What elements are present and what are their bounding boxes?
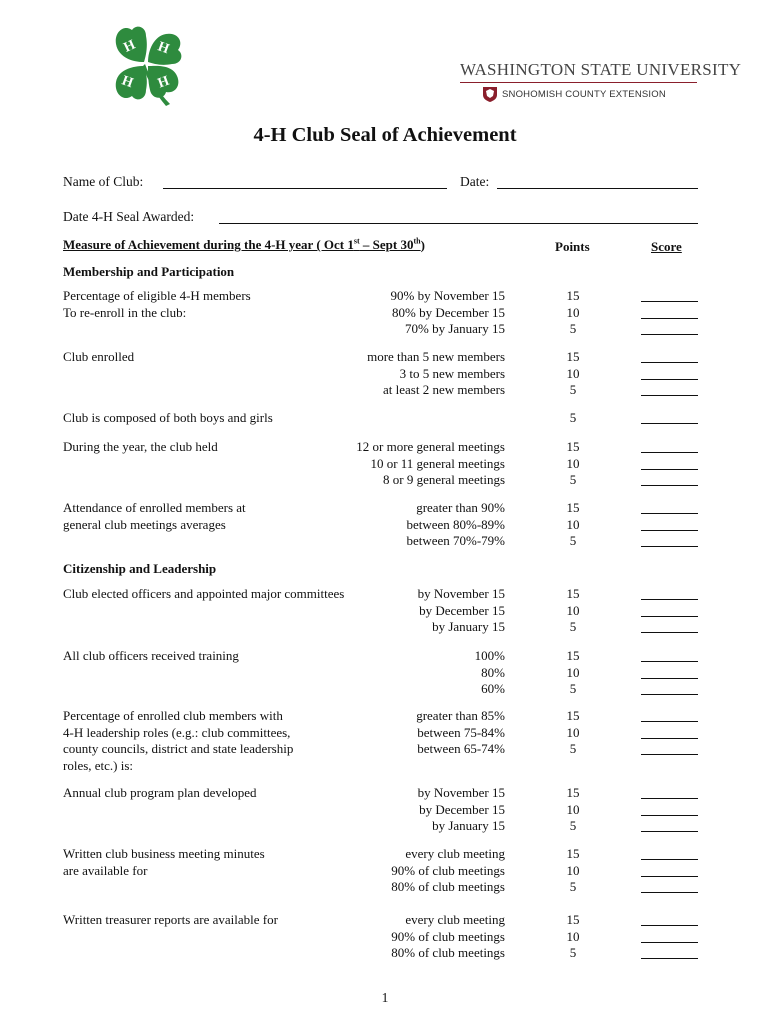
- score-field[interactable]: [641, 721, 698, 722]
- criterion-text: 100%: [474, 648, 505, 663]
- score-field[interactable]: [641, 599, 698, 600]
- criterion-text: by December 15: [419, 602, 505, 618]
- club-name-label: Name of Club:: [63, 174, 144, 189]
- points-value: 15: [566, 648, 580, 663]
- item-points: [558, 912, 588, 962]
- 4h-clover-logo: [100, 22, 192, 108]
- score-field[interactable]: [641, 485, 698, 486]
- score-field[interactable]: [641, 379, 698, 380]
- score-field[interactable]: [641, 530, 698, 531]
- criterion-text: every club meeting: [405, 846, 505, 861]
- criterion-text: by December 15: [419, 801, 505, 817]
- score-field[interactable]: [641, 334, 698, 335]
- points-value: 5: [569, 321, 577, 336]
- item-description-line: Written treasurer reports are available for: [63, 912, 278, 927]
- item-description-line: 4-H leadership roles (e.g.: club committees,: [63, 724, 291, 740]
- criterion-text: 90% by November 15: [390, 288, 505, 303]
- criterion-text: 80% of club meetings: [391, 879, 505, 894]
- criterion-text: between 70%-79%: [406, 533, 505, 548]
- points-value: 5: [569, 879, 577, 894]
- points-value: 5: [569, 818, 577, 833]
- item-description-line: roles, etc.) is:: [63, 757, 134, 773]
- seal-awarded-field[interactable]: [219, 223, 698, 224]
- section-citizenship-title: Citizenship and Leadership: [63, 561, 217, 576]
- score-field[interactable]: [641, 632, 698, 633]
- item-description-line: are available for: [63, 862, 148, 878]
- item-description: [63, 708, 363, 774]
- points-value: 10: [566, 862, 580, 878]
- criterion-text: by November 15: [417, 586, 505, 601]
- page-title: 4-H Club Seal of Achievement: [253, 124, 517, 146]
- points-value: 5: [569, 533, 577, 548]
- criterion-text: 90% of club meetings: [391, 862, 505, 878]
- criterion-text: 3 to 5 new members: [399, 365, 505, 381]
- score-field[interactable]: [641, 892, 698, 893]
- points-value: 15: [566, 912, 580, 927]
- item-criteria: [418, 785, 505, 835]
- item-description-line: To re-enroll in the club:: [63, 304, 187, 320]
- page-number: 1: [381, 990, 389, 1005]
- measure-header: Measure of Achievement during the 4-H year ( Oct 1st – Sept 30th): [63, 237, 425, 253]
- score-field[interactable]: [641, 661, 698, 662]
- score-field[interactable]: [641, 925, 698, 926]
- item-description: [63, 586, 363, 603]
- club-name-field[interactable]: [163, 188, 447, 189]
- item-points: [558, 410, 588, 427]
- clover-h-1: H: [121, 37, 138, 56]
- points-value: 10: [566, 801, 580, 817]
- points-value: 10: [566, 928, 580, 944]
- criterion-text: between 65-74%: [417, 741, 505, 756]
- score-field[interactable]: [641, 423, 698, 424]
- points-value: 5: [569, 410, 577, 425]
- item-description: [63, 648, 363, 665]
- points-value: 10: [566, 664, 580, 680]
- item-description-line: During the year, the club held: [63, 439, 218, 454]
- criterion-text: 80% by December 15: [392, 304, 505, 320]
- score-field[interactable]: [641, 513, 698, 514]
- criterion-text: between 75-84%: [417, 724, 505, 740]
- item-description-line: county councils, district and state leadership: [63, 741, 294, 756]
- points-value: 10: [566, 365, 580, 381]
- criterion-text: 80% of club meetings: [391, 945, 505, 960]
- section-membership-title: Membership and Participation: [63, 264, 235, 279]
- item-points: [558, 500, 588, 550]
- item-description-line: Percentage of eligible 4-H members: [63, 288, 251, 303]
- score-field[interactable]: [641, 738, 698, 739]
- item-description-line: Club enrolled: [63, 349, 135, 364]
- item-criteria: [391, 846, 505, 896]
- score-field[interactable]: [641, 452, 698, 453]
- item-points: [558, 846, 588, 896]
- date-label: Date:: [460, 174, 490, 189]
- criterion-text: by November 15: [417, 785, 505, 800]
- points-value: 15: [566, 288, 580, 303]
- clover-h-4: H: [155, 73, 172, 92]
- score-field[interactable]: [641, 469, 698, 470]
- points-value: 5: [569, 382, 577, 397]
- criterion-text: between 80%-89%: [406, 516, 505, 532]
- item-criteria: [475, 648, 505, 698]
- criterion-text: 80%: [481, 664, 505, 680]
- points-value: 15: [566, 785, 580, 800]
- criterion-text: by January 15: [432, 619, 505, 634]
- item-description-line: general club meetings averages: [63, 516, 226, 532]
- criterion-text: greater than 85%: [416, 708, 505, 723]
- item-criteria: [406, 500, 505, 550]
- score-field[interactable]: [641, 798, 698, 799]
- item-criteria: [356, 439, 505, 489]
- points-value: 10: [566, 304, 580, 320]
- seal-awarded-label: Date 4-H Seal Awarded:: [63, 209, 195, 224]
- points-value: 15: [566, 586, 580, 601]
- points-value: 15: [566, 439, 580, 454]
- item-description: [63, 349, 363, 366]
- score-header: Score: [651, 239, 682, 254]
- wsu-divider: [460, 82, 697, 83]
- item-description-line: Club elected officers and appointed major committees: [63, 586, 345, 601]
- wsu-cougar-seal-icon: [482, 86, 498, 102]
- item-criteria: [367, 349, 505, 399]
- item-description-line: Written club business meeting minutes: [63, 846, 265, 861]
- criterion-text: more than 5 new members: [367, 349, 505, 364]
- points-value: 5: [569, 472, 577, 487]
- item-criteria: [416, 708, 505, 758]
- points-header: Points: [555, 239, 590, 254]
- points-value: 10: [566, 724, 580, 740]
- item-description: [63, 912, 363, 929]
- criterion-text: 90% of club meetings: [391, 928, 505, 944]
- item-criteria: [391, 288, 505, 338]
- item-description-line: Club is composed of both boys and girls: [63, 410, 273, 425]
- item-description-line: Attendance of enrolled members at: [63, 500, 246, 515]
- score-field[interactable]: [641, 942, 698, 943]
- criterion-text: greater than 90%: [416, 500, 505, 515]
- criterion-text: 12 or more general meetings: [356, 439, 505, 454]
- score-field[interactable]: [641, 754, 698, 755]
- score-field[interactable]: [641, 815, 698, 816]
- score-field[interactable]: [641, 301, 698, 302]
- score-field[interactable]: [641, 831, 698, 832]
- item-description: [63, 846, 363, 879]
- wsu-logo: [460, 60, 742, 102]
- item-points: [558, 648, 588, 698]
- clover-h-3: H: [119, 73, 135, 92]
- item-points: [558, 708, 588, 758]
- points-value: 5: [569, 741, 577, 756]
- university-name: WASHINGTON STATE UNIVERSITY: [460, 60, 742, 79]
- score-field[interactable]: [641, 395, 698, 396]
- item-description: [63, 785, 363, 802]
- criterion-text: 60%: [481, 681, 505, 696]
- score-field[interactable]: [641, 876, 698, 877]
- item-description: [63, 288, 363, 321]
- score-field[interactable]: [641, 958, 698, 959]
- criterion-text: 70% by January 15: [404, 321, 505, 336]
- item-points: [558, 349, 588, 399]
- score-field[interactable]: [641, 616, 698, 617]
- score-field[interactable]: [641, 362, 698, 363]
- criterion-text: 8 or 9 general meetings: [382, 472, 505, 487]
- item-points: [558, 439, 588, 489]
- item-points: [558, 288, 588, 338]
- clover-h-2: H: [155, 39, 171, 58]
- points-value: 15: [566, 349, 580, 364]
- points-value: 5: [569, 945, 577, 960]
- criterion-text: every club meeting: [405, 912, 505, 927]
- score-field[interactable]: [641, 694, 698, 695]
- points-value: 10: [566, 516, 580, 532]
- item-description-line: All club officers received training: [63, 648, 239, 663]
- criterion-text: by January 15: [432, 818, 505, 833]
- extension-name: SNOHOMISH COUNTY EXTENSION: [502, 88, 666, 100]
- score-field[interactable]: [641, 318, 698, 319]
- item-description: [63, 410, 363, 427]
- points-value: 10: [566, 455, 580, 471]
- item-criteria: [391, 912, 505, 962]
- points-value: 15: [566, 708, 580, 723]
- points-value: 5: [569, 681, 577, 696]
- score-field[interactable]: [641, 859, 698, 860]
- item-points: [558, 785, 588, 835]
- points-value: 15: [566, 846, 580, 861]
- item-points: [558, 586, 588, 636]
- score-field[interactable]: [641, 678, 698, 679]
- points-value: 15: [566, 500, 580, 515]
- item-description: [63, 439, 363, 456]
- points-value: 5: [569, 619, 577, 634]
- date-field[interactable]: [497, 188, 698, 189]
- points-value: 10: [566, 602, 580, 618]
- criterion-text: 10 or 11 general meetings: [370, 455, 505, 471]
- score-field[interactable]: [641, 546, 698, 547]
- item-description-line: Annual club program plan developed: [63, 785, 257, 800]
- item-description-line: Percentage of enrolled club members with: [63, 708, 283, 723]
- criterion-text: at least 2 new members: [382, 382, 505, 397]
- item-description: [63, 500, 363, 533]
- item-criteria: [418, 586, 505, 636]
